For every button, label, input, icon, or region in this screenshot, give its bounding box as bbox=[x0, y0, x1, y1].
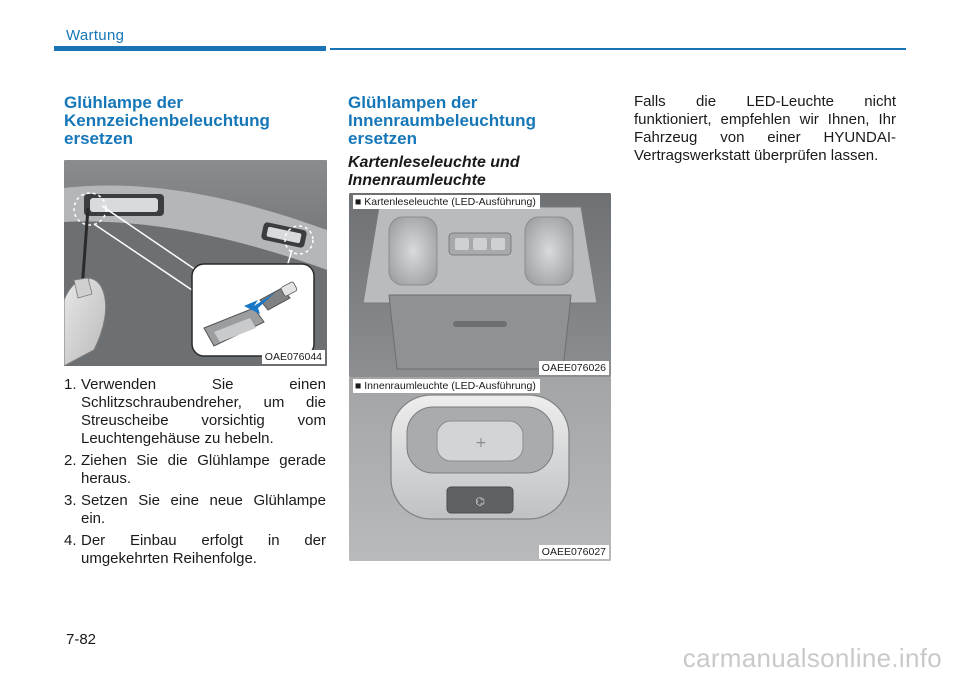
heading-interior-lamp bbox=[348, 94, 536, 148]
svg-text:⌬: ⌬ bbox=[475, 495, 485, 508]
subheading-line: Innenraumleuchte bbox=[348, 172, 486, 189]
license-plate-lamp-illustration bbox=[64, 160, 327, 366]
figure-map-lamp bbox=[349, 193, 611, 377]
subheading-line: Kartenleseleuchte und bbox=[348, 154, 520, 171]
figure-caption: ■ Innenraumleuchte (LED-Ausführung) bbox=[353, 379, 540, 393]
led-note-paragraph: Falls die LED-Leuchte nicht funktioniert, empfehlen wir Ihnen, Ihr Fahrzeug von einer HYUNDAI-Vertragswerkstatt überprüfen lassen. bbox=[634, 93, 896, 164]
list-item bbox=[64, 376, 326, 448]
figure-caption: ■ Kartenleseleuchte (LED-Ausführung) bbox=[353, 195, 540, 209]
step-number: 2. bbox=[64, 452, 77, 469]
map-lamp-illustration bbox=[349, 193, 611, 377]
watermark: carmanualsonline.info bbox=[682, 643, 942, 673]
list-item bbox=[64, 532, 326, 568]
replacement-steps bbox=[64, 376, 326, 572]
header-rule bbox=[330, 48, 906, 50]
list-item bbox=[64, 492, 326, 528]
figure-code: OAEE076027 bbox=[539, 545, 609, 559]
step-text: Verwenden Sie einen Schlitzschraubendreher, um die Streuscheibe vorsichtig vom Leuchtengehäuse zu hebeln. bbox=[81, 376, 326, 447]
svg-text:+: + bbox=[475, 435, 487, 451]
step-text: Ziehen Sie die Glühlampe gerade heraus. bbox=[81, 452, 326, 487]
section-label: Wartung bbox=[66, 27, 125, 44]
heading-line: Glühlampe der bbox=[64, 93, 184, 112]
step-number: 4. bbox=[64, 532, 77, 549]
heading-line: ersetzen bbox=[64, 129, 133, 148]
figure-room-lamp bbox=[349, 377, 611, 561]
step-number: 1. bbox=[64, 376, 77, 393]
figure-code: OAEE076026 bbox=[539, 361, 609, 375]
list-item bbox=[64, 452, 326, 488]
step-text: Setzen Sie eine neue Glühlampe ein. bbox=[81, 492, 326, 527]
header-accent-bar bbox=[54, 46, 326, 51]
figure-license-plate-lamp bbox=[64, 160, 327, 366]
heading-line: Glühlampen der bbox=[348, 93, 478, 112]
heading-license-plate-lamp bbox=[64, 94, 270, 148]
heading-line: ersetzen bbox=[348, 129, 417, 148]
heading-line: Kennzeichenbeleuchtung bbox=[64, 111, 270, 130]
figure-code: OAE076044 bbox=[262, 350, 325, 364]
subheading-map-and-room-lamp bbox=[348, 154, 520, 190]
room-lamp-illustration bbox=[349, 377, 611, 561]
step-text: Der Einbau erfolgt in der umgekehrten Reihenfolge. bbox=[81, 532, 326, 567]
step-number: 3. bbox=[64, 492, 77, 509]
page-number: 7-82 bbox=[66, 631, 97, 648]
heading-line: Innenraumbeleuchtung bbox=[348, 111, 536, 130]
